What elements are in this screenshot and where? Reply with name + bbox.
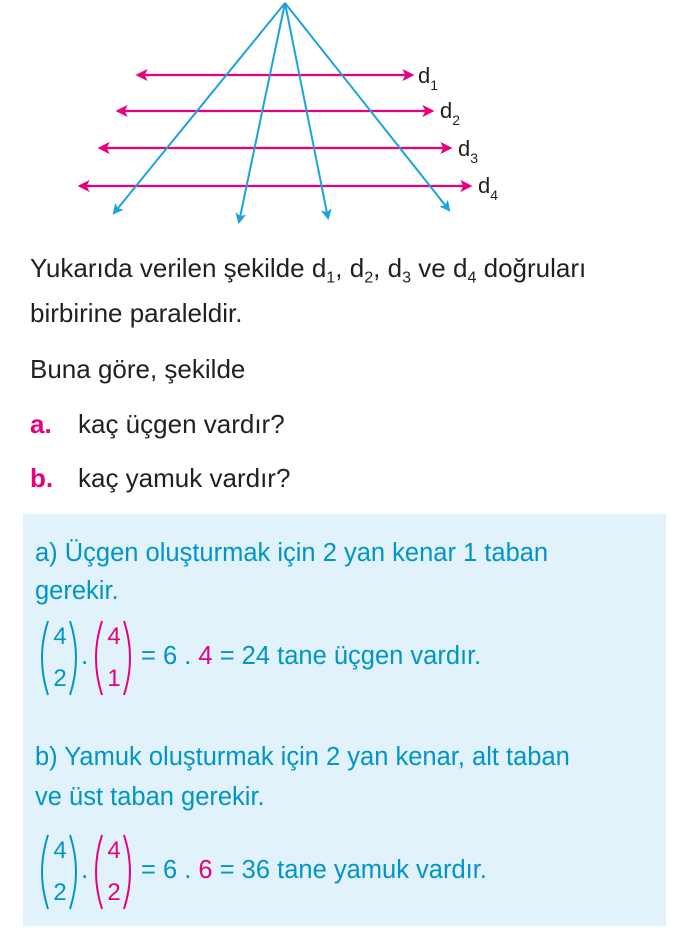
question-b-text: kaç yamuk vardır?: [78, 463, 291, 493]
binomial-4-2: [37, 618, 81, 698]
problem-prompt: Buna göre, şekilde: [30, 354, 246, 384]
binomial-4-2: [37, 832, 81, 912]
geometry-figure: [0, 0, 683, 240]
question-a-label: a.: [30, 409, 52, 439]
line-label-d1: $d_1$: [418, 63, 439, 93]
solution-a-line-1: a) Üçgen oluşturmak için 2 yan kenar 1 taban: [35, 539, 549, 567]
solution-a-formula: [37, 618, 657, 698]
multiply-dot: .: [81, 640, 89, 670]
binomial-n: 4: [107, 623, 121, 650]
problem-line-2: birbirine paraleldir.: [30, 298, 243, 328]
binomial-k: 2: [53, 879, 67, 906]
binomial-k: 2: [107, 879, 121, 906]
equation-result-a: = 6 . 4 = 24 tane üçgen vardır.: [141, 642, 482, 670]
transversal-ray-1: [114, 3, 285, 213]
equation-result-b: = 6 . 6 = 36 tane yamuk vardır.: [141, 856, 487, 884]
binomial-4-2-second: [91, 832, 135, 912]
binomial-4-1: [91, 618, 135, 698]
binomial-k: 1: [107, 665, 121, 692]
transversal-ray-2: [239, 3, 285, 222]
question-b-label: b.: [30, 463, 54, 493]
binomial-n: 4: [53, 623, 67, 650]
binomial-n: 4: [53, 837, 67, 864]
problem-line-1: Yukarıda verilen şekilde $d_1$, $d_2$, $d_3$ ve $d_4$ doğruları: [30, 253, 587, 287]
solution-b-line-1: b) Yamuk oluşturmak için 2 yan kenar, alt taban: [35, 743, 570, 771]
multiply-dot: .: [81, 854, 89, 884]
question-b: [30, 463, 290, 493]
solution-b-formula: [37, 832, 657, 912]
line-label-d3: $d_3$: [458, 136, 479, 166]
question-a-text: kaç üçgen vardır?: [78, 409, 285, 439]
question-a: [30, 409, 285, 439]
line-label-d4: $d_4$: [478, 173, 499, 203]
transversal-ray-4: [285, 3, 449, 210]
line-label-d2: $d_2$: [440, 98, 461, 128]
solution-box: [23, 514, 666, 926]
binomial-k: 2: [53, 665, 67, 692]
solution-b-line-2: ve üst taban gerekir.: [35, 783, 265, 811]
solution-a-line-2: gerekir.: [35, 577, 119, 605]
binomial-n: 4: [107, 837, 121, 864]
